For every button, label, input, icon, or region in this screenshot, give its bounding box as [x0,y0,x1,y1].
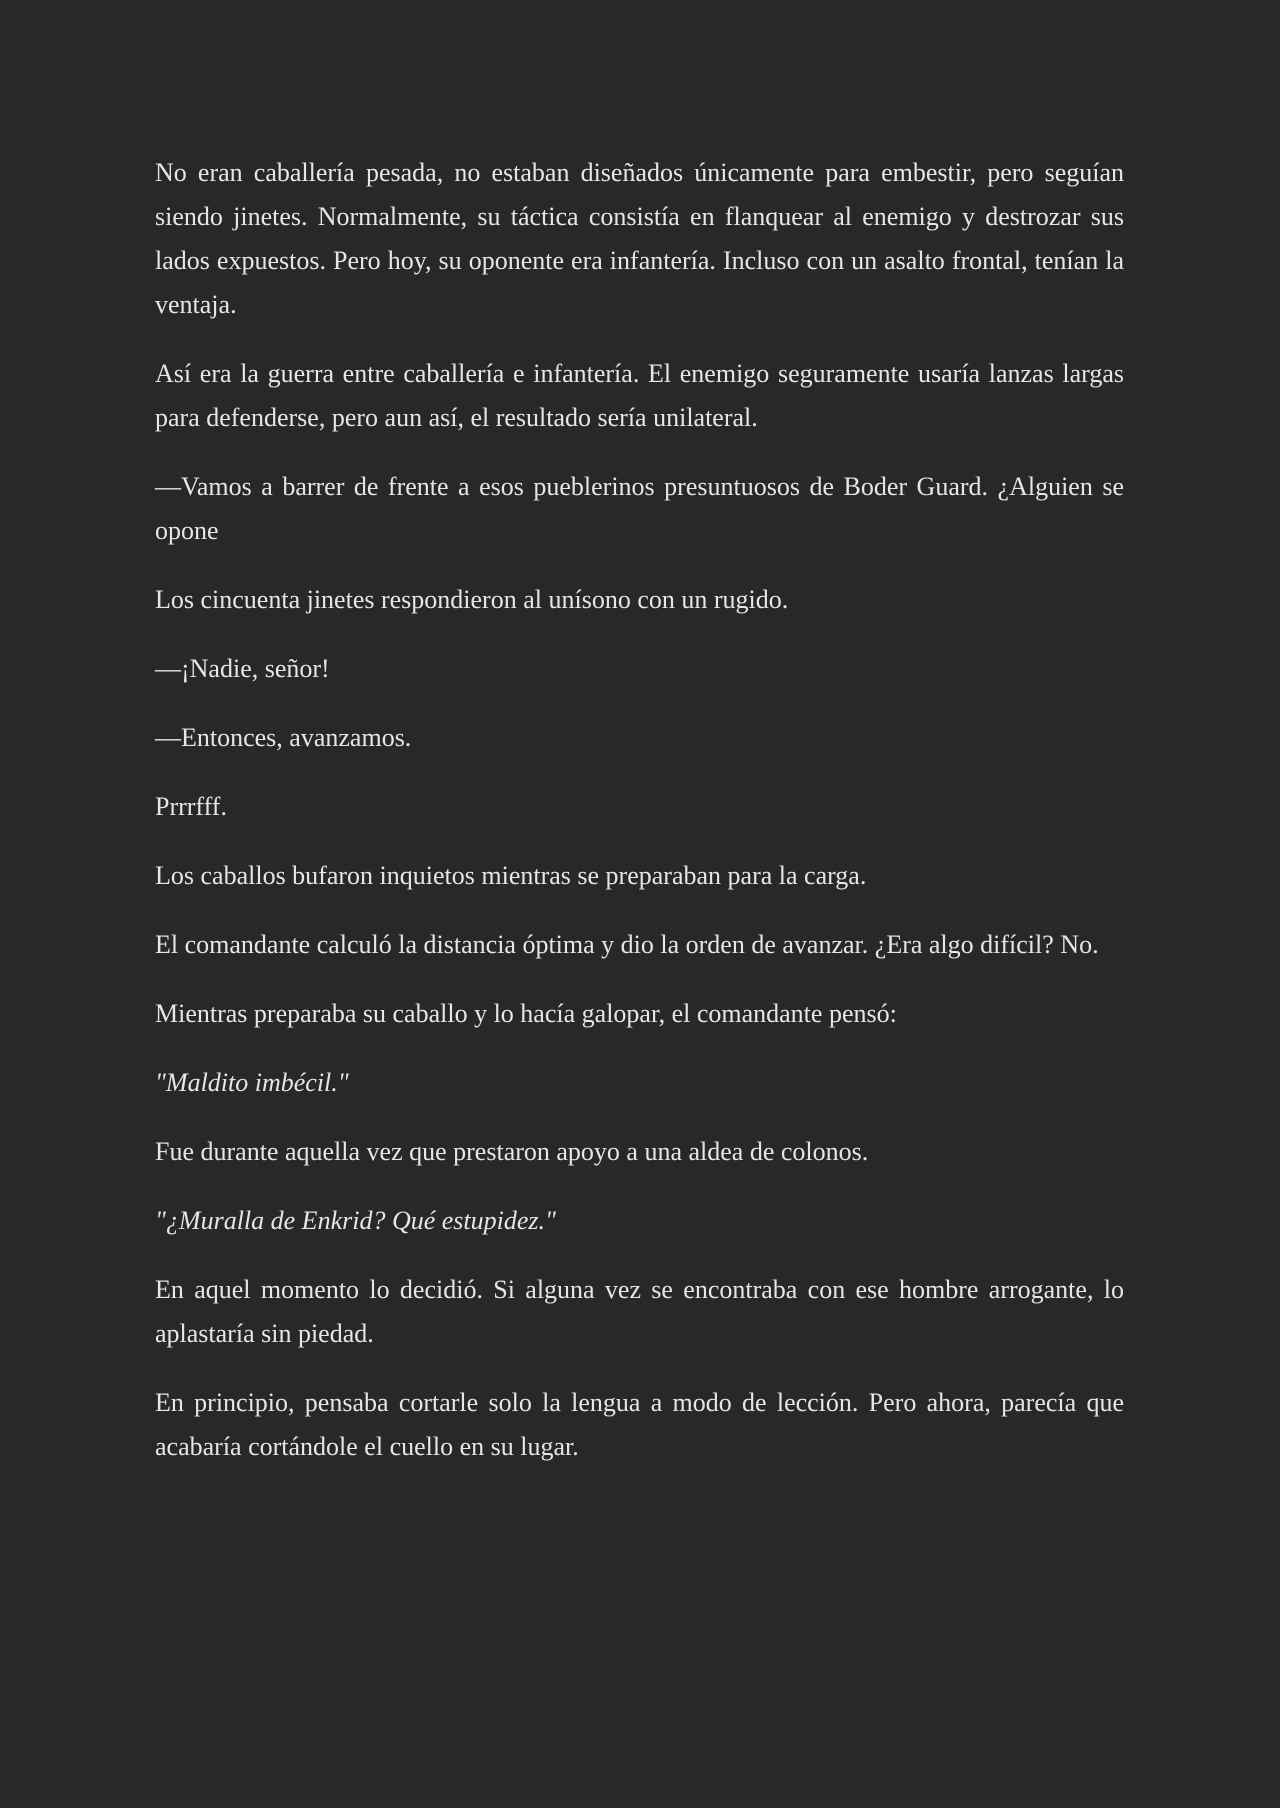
paragraph: —¡Nadie, señor! [155,654,330,683]
italic-thought-paragraph: "Maldito imbécil." [155,1068,349,1097]
paragraph: —Entonces, avanzamos. [155,723,412,752]
paragraph: El comandante calculó la distancia óptima y dio la orden de avanzar. ¿Era algo difícil? No. [155,930,1099,959]
reader-page [155,151,1124,1494]
paragraph: Los cincuenta jinetes respondieron al unísono con un rugido. [155,585,789,614]
paragraph: Los caballos bufaron inquietos mientras se preparaban para la carga. [155,861,867,890]
paragraph: Así era la guerra entre caballería e infantería. El enemigo seguramente usaría lanzas largas para defenderse, pero aun así, el resultado sería unilateral. [155,359,1124,432]
paragraph: En principio, pensaba cortarle solo la lengua a modo de lección. Pero ahora, parecía que acabaría cortándole el cuello en su lugar. [155,1388,1124,1461]
paragraph: En aquel momento lo decidió. Si alguna vez se encontraba con ese hombre arrogante, lo aplastaría sin piedad. [155,1275,1124,1348]
paragraph: No eran caballería pesada, no estaban diseñados únicamente para embestir, pero seguían siendo jinetes. Normalmente, su táctica consistía en flanquear al enemigo y destrozar sus lados expuestos. Pero hoy, su oponente era infantería. Incluso con un asalto frontal, tenían la ventaja. [155,158,1124,319]
italic-thought-paragraph: "¿Muralla de Enkrid? Qué estupidez." [155,1206,556,1235]
paragraph: Mientras preparaba su caballo y lo hacía galopar, el comandante pensó: [155,999,897,1028]
paragraph: Prrrfff. [155,792,227,821]
paragraph: —Vamos a barrer de frente a esos pueblerinos presuntuosos de Boder Guard. ¿Alguien se opone [155,472,1124,545]
paragraph: Fue durante aquella vez que prestaron apoyo a una aldea de colonos. [155,1137,869,1166]
